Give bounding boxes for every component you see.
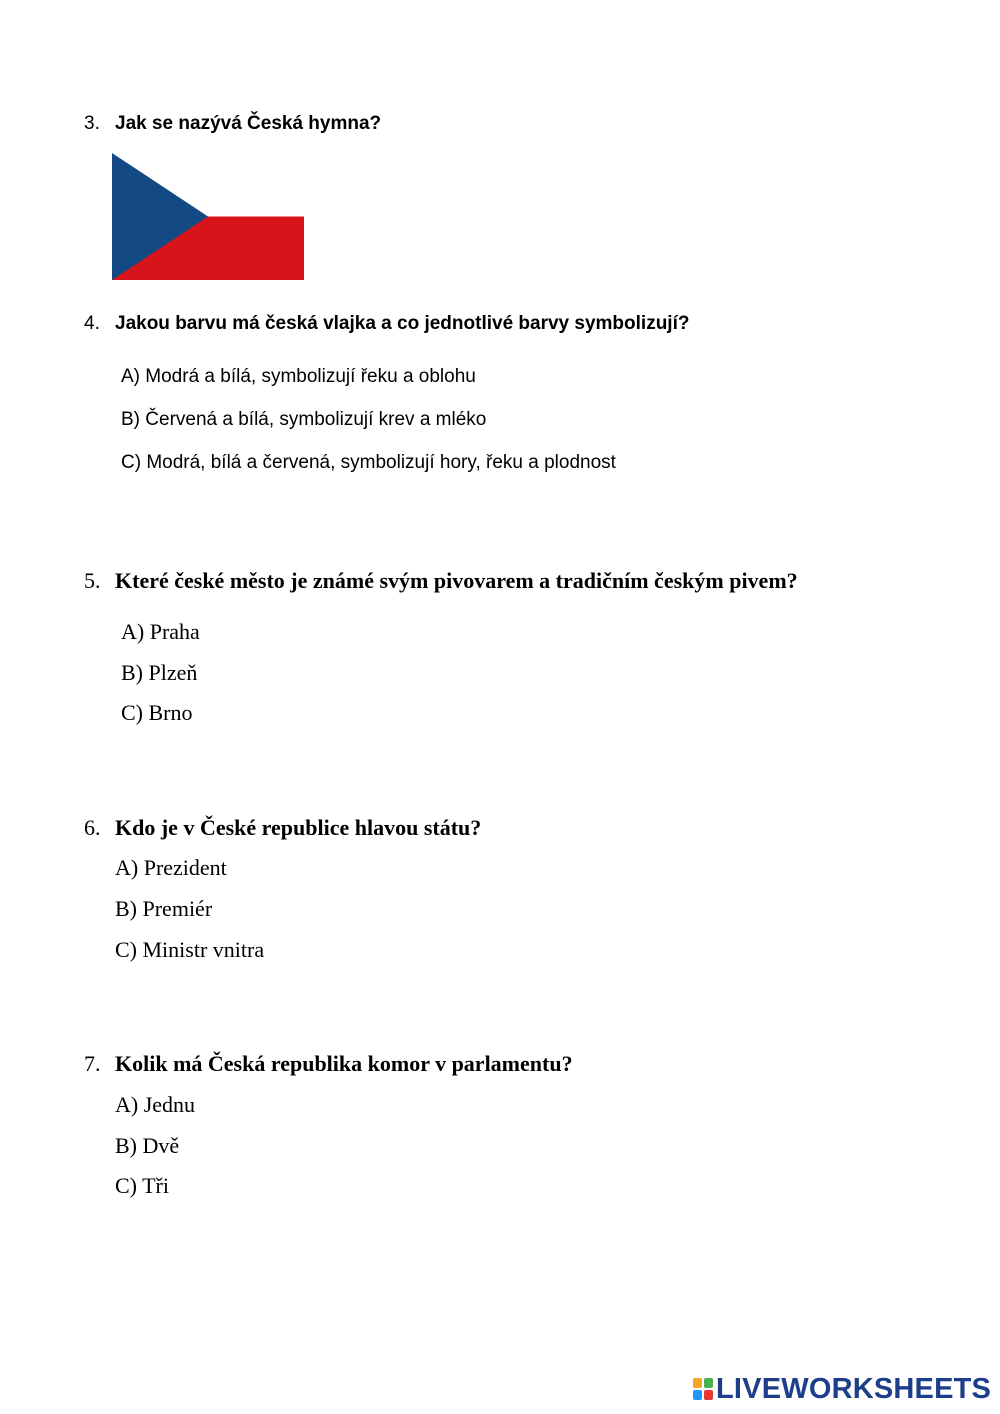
- question-number: 4.: [84, 313, 100, 334]
- czech-flag-image: [112, 153, 304, 280]
- question-number: 3.: [84, 113, 100, 134]
- answer-option-a[interactable]: A) Modrá a bílá, symbolizují řeku a oblohu: [121, 366, 476, 387]
- answer-option-c[interactable]: C) Brno: [121, 700, 193, 725]
- answer-option-c[interactable]: C) Tři: [115, 1173, 169, 1198]
- question-5: [84, 568, 798, 594]
- answer-option-a[interactable]: A) Praha: [121, 619, 200, 644]
- question-7: [84, 1051, 573, 1077]
- answer-option-b[interactable]: B) Červená a bílá, symbolizují krev a mléko: [121, 409, 487, 430]
- question-text: Jak se nazývá Česká hymna?: [115, 113, 382, 134]
- liveworksheets-logo-icon: [693, 1378, 713, 1400]
- brand-name: LIVEWORKSHEETS: [716, 1372, 992, 1405]
- answer-option-b[interactable]: B) Premiér: [115, 896, 213, 921]
- question-6: [84, 815, 481, 841]
- answer-option-c[interactable]: C) Ministr vnitra: [115, 937, 265, 962]
- question-number: 7.: [84, 1051, 101, 1076]
- question-4: [84, 313, 689, 335]
- question-3: [84, 113, 381, 135]
- question-number: 6.: [84, 815, 101, 840]
- question-text: Kdo je v České republice hlavou státu?: [115, 815, 482, 840]
- answer-option-a[interactable]: A) Jednu: [115, 1092, 196, 1117]
- question-number: 5.: [84, 568, 101, 593]
- question-text: Jakou barvu má česká vlajka a co jednotlivé barvy symbolizují?: [115, 313, 690, 334]
- question-text: Které české město je známé svým pivovarem a tradičním českým pivem?: [115, 568, 798, 593]
- answer-option-a[interactable]: A) Prezident: [115, 855, 227, 880]
- answer-option-c[interactable]: C) Modrá, bílá a červená, symbolizují hory, řeku a plodnost: [121, 452, 616, 473]
- answer-option-b[interactable]: B) Plzeň: [121, 660, 198, 685]
- answer-option-b[interactable]: B) Dvě: [115, 1133, 180, 1158]
- liveworksheets-logo: [693, 1373, 991, 1405]
- question-text: Kolik má Česká republika komor v parlamentu?: [115, 1051, 573, 1076]
